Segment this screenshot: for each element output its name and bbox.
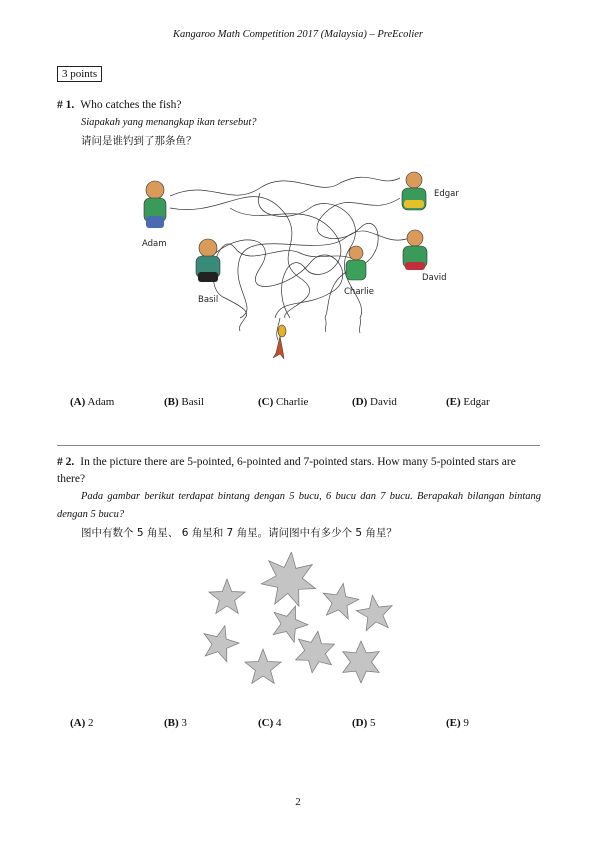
mouse-david-icon [403, 230, 427, 270]
page-header: Kangaroo Math Competition 2017 (Malaysia) – PreEcolier [172, 29, 424, 40]
question-2-text-en: In the picture there are 5-pointed, 6-pointed and 7-pointed stars. How many 5-pointed stars are there? [57, 456, 516, 485]
section-divider [57, 445, 540, 446]
q2-option-e[interactable]: (E) 9 [446, 717, 469, 729]
question-2-options [70, 717, 540, 729]
q2-option-d[interactable]: (D) 5 [352, 717, 376, 729]
q2-option-c[interactable]: (C) 4 [258, 717, 282, 729]
star-7-pointed [261, 552, 315, 606]
star-6-pointed [296, 631, 335, 673]
star-5-pointed [323, 583, 359, 619]
question-1-text-en: Who catches the fish? [80, 99, 182, 111]
name-label-david: David [422, 273, 447, 283]
q1-option-d[interactable]: (D) David [352, 396, 397, 408]
question-1 [57, 97, 541, 150]
q1-option-a[interactable]: (A) Adam [70, 396, 115, 408]
question-1-text-ms: Siapakah yang menangkap ikan tersebut? [81, 117, 257, 128]
q2-option-a[interactable]: (A) 2 [70, 717, 94, 729]
question-1-text-zh: 请问是谁钓到了那条鱼？ [81, 135, 197, 147]
star-5-pointed [245, 649, 281, 683]
page-number: 2 [295, 796, 301, 808]
q1-option-e[interactable]: (E) Edgar [446, 396, 490, 408]
mouse-basil-icon [196, 239, 220, 282]
name-label-charlie: Charlie [344, 287, 374, 297]
section-points-label: 3 points [57, 66, 102, 82]
question-1-options [70, 396, 540, 408]
star-5-pointed [204, 626, 239, 662]
name-label-adam: Adam [142, 239, 167, 249]
fishing-maze-figure [130, 168, 470, 363]
name-label-basil: Basil [198, 295, 219, 305]
question-2-text-zh: 图中有数个 5 角星、 6 角星和 7 角星。请问图中有多少个 5 角星？ [81, 527, 397, 539]
q1-option-c[interactable]: (C) Charlie [258, 396, 309, 408]
star-6-pointed [343, 641, 379, 683]
question-2-number: # 2. [57, 456, 75, 468]
question-2 [57, 454, 541, 542]
fish-icon [273, 325, 286, 359]
question-1-number: # 1. [57, 99, 75, 111]
mouse-edgar-icon [402, 172, 426, 210]
stars-figure [195, 552, 400, 687]
name-label-edgar: Edgar [434, 189, 459, 199]
question-2-text-ms: Pada gambar berikut terdapat bintang dengan 5 bucu, 6 bucu dan 7 bucu. Berapakah bilangan bintang dengan 5 bucu? [57, 491, 541, 520]
q2-option-b[interactable]: (B) 3 [164, 717, 187, 729]
star-5-pointed [273, 606, 308, 642]
star-5-pointed [209, 579, 245, 613]
star-5-pointed [356, 595, 392, 631]
mouse-charlie-icon [346, 246, 366, 280]
q1-option-b[interactable]: (B) Basil [164, 396, 205, 408]
mouse-adam-icon [144, 181, 166, 228]
